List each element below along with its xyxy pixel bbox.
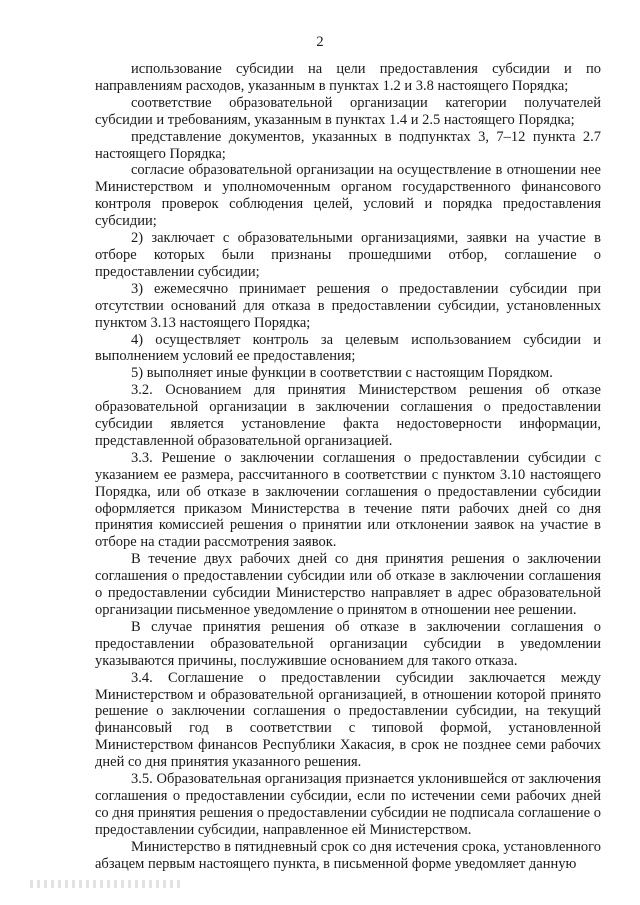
paragraph: 3.2. Основанием для принятия Министерством решения об отказе образовательной организации в заключении соглашения о предоставлении субсидии является установление факта недостоверности информации, представленной образовательной организацией.	[95, 382, 601, 449]
paragraph: использование субсидии на цели предоставления субсидии и по направлениям расходов, указанным в пунктах 1.2 и 3.8 настоящего Порядка;	[95, 61, 601, 94]
paragraph: В случае принятия решения об отказе в заключении соглашения о предоставлении образовательной организации субсидии в уведомлении указываются причины, послужившие основанием для такого отказа.	[95, 618, 601, 669]
scan-artifact	[30, 880, 180, 888]
page-number: 2	[316, 34, 324, 50]
paragraph: представление документов, указанных в подпунктах 3, 7–12 пункта 2.7 настоящего Порядка;	[95, 128, 601, 162]
paragraph: 3.3. Решение о заключении соглашения о предоставлении субсидии с указанием ее размера, рассчитанного в соответствии с пунктом 3.10 настоящего Порядка, или об отказе в заключении соглашения о предоставлении субсидии оформляется приказом Министерства в течение пяти рабочих дней со дня принятия комиссией решения о принятии или отклонении заявок на участие в отборе на стадии рассмотрения заявок.	[95, 449, 601, 551]
paragraph: 3) ежемесячно принимает решения о предоставлении субсидии при отсутствии оснований для отказа в предоставлении субсидии, установленных пунктом 3.13 настоящего Порядка;	[95, 280, 601, 331]
paragraph: 3.5. Образовательная организация признается уклонившейся от заключения соглашения о предоставлении субсидии, если по истечении семи рабочих дней со дня принятия решения о предоставлении субсидии не подписала соглашение о предоставлении субсидии, направленное ей Министерством.	[95, 771, 601, 838]
paragraph: 5) выполняет иные функции в соответствии с настоящим Порядком.	[131, 365, 553, 382]
paragraph: 4) осуществляет контроль за целевым использованием субсидии и выполнением условий ее предоставления;	[95, 331, 601, 365]
paragraph: соответствие образовательной организации категории получателей субсидии и требованиям, указанным в пунктах 1.4 и 2.5 настоящего Порядка;	[95, 94, 601, 128]
paragraph: 2) заключает с образовательными организациями, заявки на участие в отборе которых были признаны прошедшими отбор, соглашение о предоставлении субсидии;	[95, 230, 601, 280]
paragraph: 3.4. Соглашение о предоставлении субсидии заключается между Министерством и образовательной организацией, в отношении которой принято решение о заключении соглашения о предоставлении субсидии, на текущий финансовый год в соответствии с типовой формой, установленной Министерством финансов Республики Хакасия, в срок не позднее семи рабочих дней со дня принятия указанного решения.	[95, 669, 601, 771]
paragraph: В течение двух рабочих дней со дня принятия решения о заключении соглашения о предоставлении субсидии или об отказе в заключении соглашения о предоставлении субсидии Министерство направляет в адрес образовательной организации письменное уведомление о принятом в отношении нее решении.	[95, 551, 601, 618]
paragraph: согласие образовательной организации на осуществление в отношении нее Министерством и уполномоченным органом государственного финансового контроля проверок соблюдения целей, условий и порядка предоставления субсидии;	[95, 162, 601, 230]
paragraph: Министерство в пятидневный срок со дня истечения срока, установленного абзацем первым настоящего пункта, в письменной форме уведомляет данную	[95, 838, 601, 872]
document-body	[95, 61, 601, 873]
